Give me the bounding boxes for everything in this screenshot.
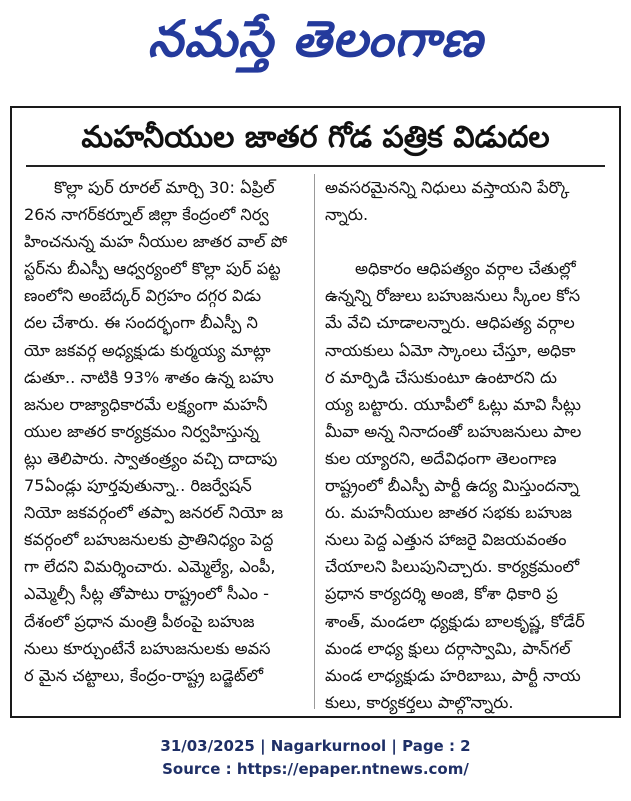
article-line: శాంత్, మండలా ధ్యక్షుడు బాలకృష్ణ, కోడేర్ [325,611,585,631]
article-line: య్య బట్టారు. యూపీలో ఓట్లు మావి సీట్లు [325,394,581,414]
article-line: నులు పెద్ద ఎత్తున హాజరై విజయవంతం [325,530,567,550]
article-line: కవర్గంలో బహుజనులకు ప్రాతినిధ్యం పెద్ద [24,530,274,550]
article-line: మండ లాధ్యక్షుడు హరిబాబు, పార్టీ నాయ [325,665,581,685]
headline-rule [26,165,605,167]
article-line: మండ లాధ్య క్షులు దర్గాస్వామి, పాన్‌గల్ [325,638,571,658]
article-line: ట్లు తెలిపారు. స్వాతంత్ర్యం వచ్చి దాదాపు [24,448,278,468]
article-line: న్నారు. [325,205,369,225]
article-line: 75ఏండ్లు పూర్తవుతున్నా.. రిజర్వేషన్ [24,476,252,496]
article-line: రాష్ట్రంలో బీఎస్పీ పార్టీ ఉద్య మిస్తుందన్నా [325,476,579,496]
article-line: 26న నాగర్‌కర్నూల్ జిల్లా కేంద్రంలో నిర్వ [24,205,269,225]
article-line: ప్రధాన కార్యదర్శి అంజి, కోశా ధికారి ప్ర [325,584,558,604]
article-line: హించనున్న మహ నీయుల జాతర వాల్ పో [24,232,288,252]
article-line: ర మైన చట్టాలు, కేంద్రం-రాష్ట్ర బడ్జెట్‌లో [24,665,264,685]
article-line: కుల య్యారని, అదేవిధంగా తెలంగాణ [325,448,557,468]
article-line: ఉన్నన్ని రోజులు బహుజనులు స్కీంల కోస [325,286,581,306]
article-line: యో జకవర్గ అధ్యక్షుడు కుర్మయ్య మాట్లా [24,340,271,360]
article-line: నాయకులు ఏమో స్కాంలు చేస్తూ, అధికా [325,340,576,360]
article-line: చేయాలని పిలుపునిచ్చారు. కార్యక్రమంలో [325,557,580,577]
article-line: ఎమ్మెల్సీ సీట్ల తోపాటు రాష్ట్రంలో సీఎం - [24,584,269,604]
article-line: మే వేచి చూడాలన్నారు. ఆధిపత్య వర్గాల [325,313,575,333]
article-headline: మహనీయుల జాతర గోడ పత్రిక విడుదల [81,120,550,155]
article-line [325,228,607,255]
article-line: మీవా అన్న నినాదంతో బహుజనులు పాల [325,421,582,441]
article-line: ర మార్పిడి చేసుకుంటూ ఉంటారని దు [325,367,557,387]
article-line: దల చేశారు. ఈ సందర్భంగా బీఎస్పీ ని [24,313,258,333]
article-line: కొల్లా పుర్ రూరల్ మార్చి 30: ఏప్రిల్ [54,178,275,197]
news-clipping [10,106,621,718]
article-line: గా లేదని విమర్శించారు. ఎమ్మెల్యే, ఎంపీ, [24,557,276,577]
article-line: జనుల రాజ్యాధికారమే లక్ష్యంగా మహనీ [24,394,268,414]
article-line: నియో జకవర్గంలో తప్పా జనరల్ నియో జ [24,503,284,523]
newspaper-masthead [0,0,631,82]
article-line: కులు, కార్యకర్తలు పాల్గొన్నారు. [325,692,514,712]
article-line: రు. మహనీయుల జాతర సభకు బహుజ [325,503,572,523]
article-line: అవసరమైనన్ని నిధులు వస్తాయని పేర్కొ [325,178,570,197]
article-line: దేశంలో ప్రధాన మంత్రి పీఠంపై బహుజ [24,611,255,631]
article-line: అధికారం ఆధిపత్యం వర్గాల చేతుల్లో [355,259,576,279]
footer-date-page: 31/03/2025 | Nagarkurnool | Page : 2 [160,737,471,755]
column-divider [314,174,315,709]
article-column-left [24,174,306,689]
footer-source: Source : https://epaper.ntnews.com/ [162,760,469,778]
article-line: ణంలోని అంబేద్కర్ విగ్రహం దగ్గర విడు [24,286,262,306]
article-line: డుతూ.. నాటికి 93% శాతం ఉన్న బహు [24,367,274,387]
article-line: నులు కూర్చుంటేనే బహుజనులకు అవస [24,638,271,658]
article-line: యుల జాతర కార్యక్రమం నిర్వహిస్తున్న [24,421,260,441]
masthead-title: నమస్తే తెలంగాణ [147,9,484,68]
article-column-right [325,174,607,716]
article-line: స్టర్‌ను బీఎస్పీ ఆధ్వర్యంలో కొల్లా పుర్ పట్ట [24,259,281,279]
